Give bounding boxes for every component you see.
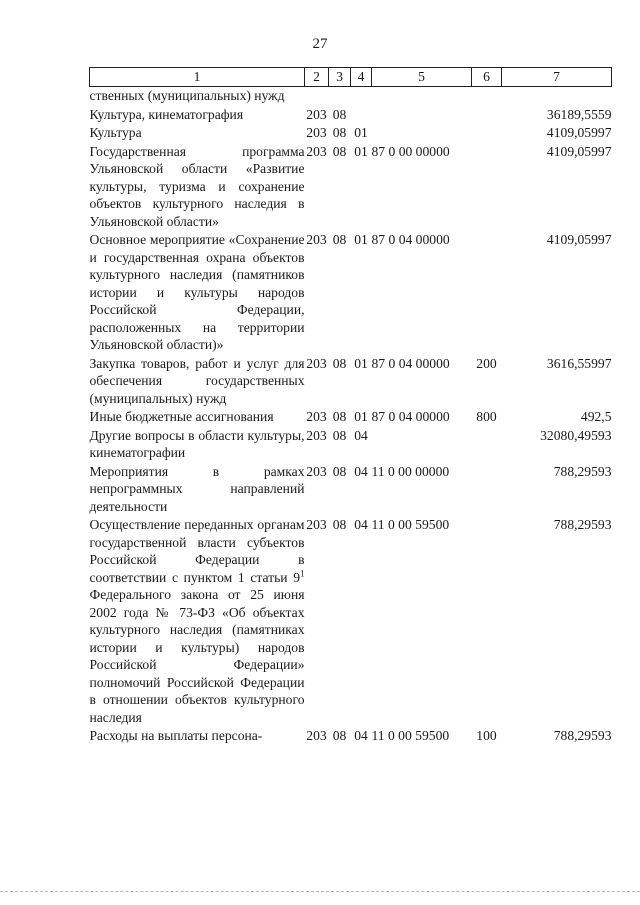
- table-row: [90, 427, 612, 463]
- row-section-code: 08: [332, 355, 347, 371]
- row-subsection-code: 04: [354, 517, 368, 532]
- row-subsection-code: 01: [354, 143, 368, 159]
- row-name: [90, 516, 305, 727]
- row-ministry-code: 203: [306, 232, 327, 247]
- row-name: Культура, кинематография: [89, 106, 244, 122]
- row-ministry-code: 203: [306, 409, 327, 424]
- table-row: [90, 231, 612, 355]
- row-target-article: 87 0 04 00000: [371, 355, 450, 371]
- row-target-article: 11 0 00 00000: [371, 463, 450, 479]
- row-amount: 788,29593: [553, 463, 612, 479]
- row-target-article: 11 0 00 59500: [371, 517, 450, 532]
- row-amount: 492,5: [580, 409, 612, 424]
- table-row: [90, 143, 612, 232]
- table-row: [90, 106, 612, 125]
- row-ministry-code: 203: [306, 517, 327, 532]
- row-ministry-code: 203: [306, 355, 327, 371]
- table-row: [90, 516, 612, 727]
- row-expense-type: 800: [476, 409, 497, 424]
- scan-edge-line: [0, 891, 640, 892]
- row-subsection-code: 04: [354, 463, 368, 479]
- row-name: Расходы на выплаты персона-: [89, 728, 263, 743]
- column-header-subsection: 4: [351, 68, 372, 87]
- row-amount: 3616,55997: [546, 355, 612, 371]
- row-ministry-code: 203: [306, 728, 327, 743]
- row-section-code: 08: [332, 517, 347, 532]
- row-name: Другие вопросы в области культуры, кинематографии: [89, 427, 305, 460]
- table-row: [90, 87, 612, 106]
- budget-table: [89, 67, 612, 746]
- row-section-code: 08: [332, 728, 347, 743]
- row-subsection-code: 04: [354, 728, 368, 743]
- row-target-article: [372, 427, 472, 463]
- row-target-article: 11 0 00 59500: [371, 728, 450, 743]
- row-section-code: 08: [332, 143, 347, 159]
- row-amount: 4109,05997: [546, 232, 612, 247]
- row-subsection-code: [351, 106, 372, 125]
- row-expense-type: [472, 106, 502, 125]
- row-target-article: [372, 87, 472, 106]
- row-amount: 788,29593: [553, 517, 612, 532]
- page-number: 27: [312, 36, 328, 52]
- row-name-text-continued: Федерального закона от 25 июня 2002 года № 73-ФЗ «Об объектах культурного наследия (памятниках истории и культуры) народов Российской Федерации» полномочий Российской Федерации в отношении объектов культурного наследия: [89, 587, 305, 725]
- row-target-article: 87 0 00 00000: [371, 143, 450, 159]
- row-subsection-code: 01: [354, 355, 368, 371]
- table-row: [90, 355, 612, 409]
- row-subsection-code: 01: [354, 409, 368, 424]
- row-amount: 4109,05997: [546, 143, 612, 159]
- row-expense-type: [472, 143, 502, 232]
- column-header-expense-type: 6: [472, 68, 502, 87]
- row-amount: 4109,05997: [546, 125, 612, 140]
- row-ministry-code: 203: [306, 463, 327, 479]
- row-target-article: 87 0 04 00000: [371, 409, 450, 424]
- row-name: Культура: [89, 125, 142, 140]
- row-ministry-code: [305, 87, 329, 106]
- row-name: Иные бюджетные ассигнования: [89, 409, 274, 424]
- row-expense-type: [472, 427, 502, 463]
- row-target-article: 87 0 04 00000: [371, 232, 450, 247]
- row-section-code: 08: [332, 106, 347, 122]
- column-header-target-article: 5: [372, 68, 472, 87]
- table-row: [90, 408, 612, 427]
- row-expense-type: [472, 231, 502, 355]
- row-amount: 788,29593: [553, 728, 612, 743]
- column-header-name: 1: [90, 68, 305, 87]
- row-ministry-code: 203: [306, 106, 327, 122]
- row-name: Закупка товаров, работ и услуг для обеспечения государственных (муниципальных) нужд: [89, 355, 305, 406]
- row-section-code: 08: [332, 409, 347, 424]
- row-ministry-code: 203: [306, 143, 327, 159]
- column-header-amount: 7: [502, 68, 612, 87]
- row-amount: [502, 87, 612, 106]
- row-section-code: 08: [332, 232, 347, 247]
- row-expense-type: 200: [476, 355, 497, 371]
- row-subsection-code: 01: [354, 125, 368, 140]
- table-row: [90, 727, 612, 746]
- superscript-index: 1: [300, 567, 305, 578]
- table-row: [90, 124, 612, 143]
- column-header-section: 3: [329, 68, 351, 87]
- row-amount: 32080,49593: [540, 427, 612, 443]
- row-expense-type: [472, 87, 502, 106]
- table-row: [90, 463, 612, 517]
- row-name: Государственная программа Ульяновской области «Развитие культуры, туризма и сохранение объектов культурного наследия в Ульяновской области»: [89, 143, 305, 229]
- row-target-article: [372, 124, 472, 143]
- row-ministry-code: 203: [306, 125, 327, 140]
- row-section-code: [329, 87, 351, 106]
- column-number-header-row: [90, 68, 612, 87]
- row-subsection-code: 04: [354, 427, 368, 443]
- row-expense-type: [472, 516, 502, 727]
- row-amount: 36189,5559: [546, 106, 612, 122]
- row-name: ственных (муниципальных) нужд: [89, 88, 285, 103]
- row-name: Мероприятия в рамках непрограммных направлений деятельности: [89, 463, 305, 514]
- row-section-code: 08: [332, 427, 347, 443]
- row-subsection-code: [351, 87, 372, 106]
- row-expense-type: [472, 124, 502, 143]
- row-target-article: [372, 106, 472, 125]
- row-expense-type: [472, 463, 502, 517]
- row-section-code: 08: [332, 125, 347, 140]
- column-header-ministry: 2: [305, 68, 329, 87]
- row-subsection-code: 01: [354, 232, 368, 247]
- row-expense-type: 100: [476, 728, 497, 743]
- row-section-code: 08: [332, 463, 347, 479]
- row-ministry-code: 203: [306, 427, 327, 443]
- row-name: Основное мероприятие «Сохранение и государственная охрана объектов культурного наследия (памятников истории и культуры народов Российской Федерации, расположенных на территории Ульяновской области)»: [89, 232, 305, 352]
- row-name-text: Осуществление переданных органам государственной власти субъектов Российской Федерации в соответствии с пунктом 1 статьи 9: [89, 517, 305, 585]
